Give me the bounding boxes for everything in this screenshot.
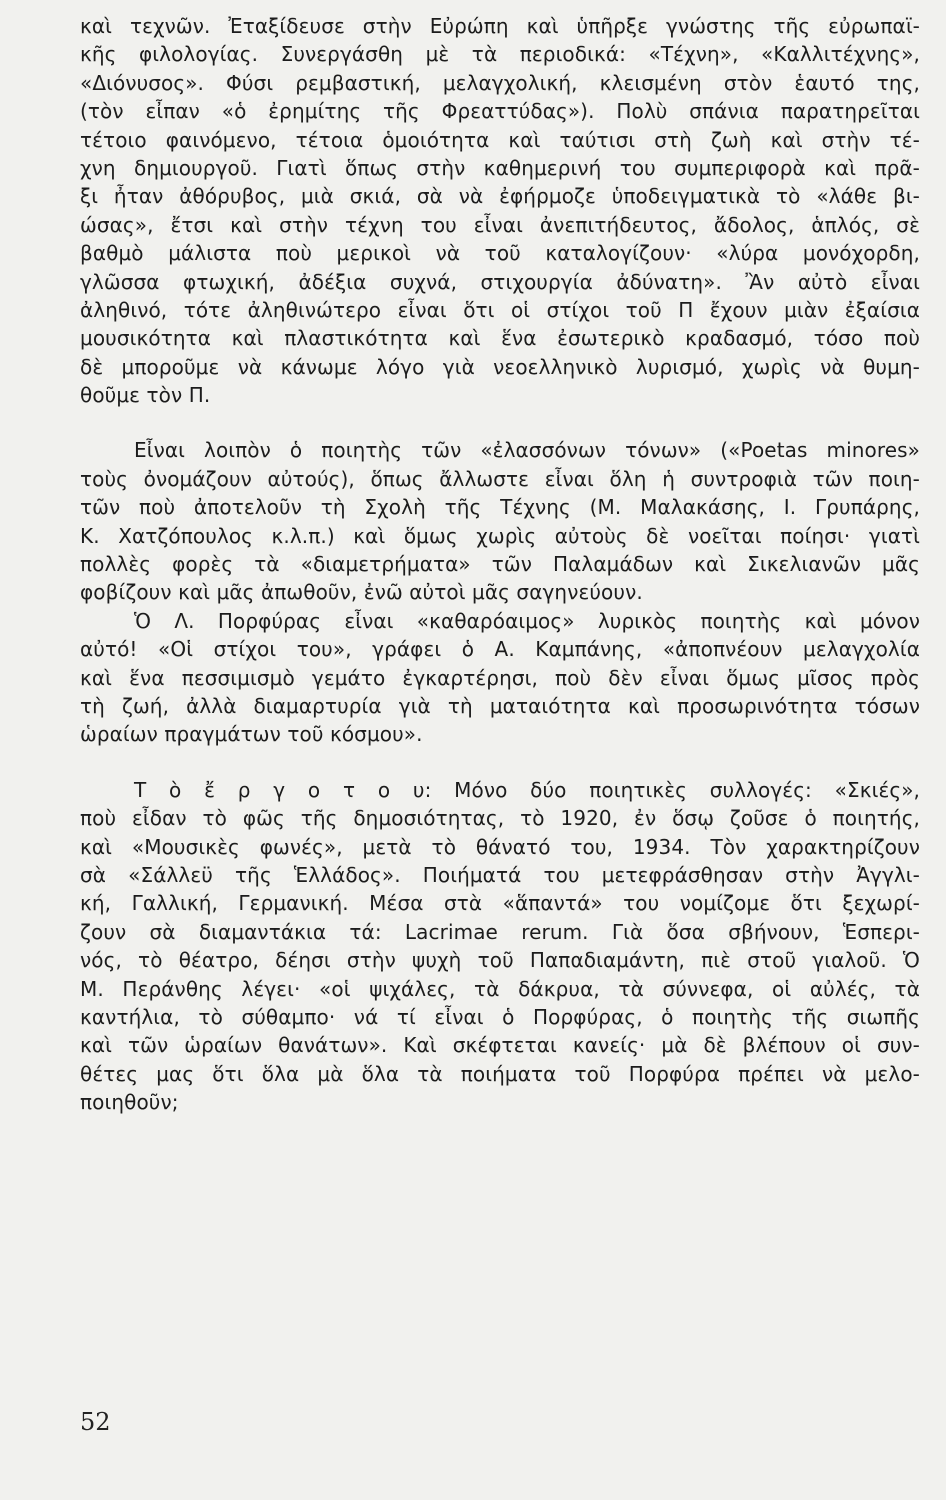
paragraph-gap: [80, 749, 920, 776]
text-line: τὴ ζωή, ἀλλὰ διαμαρτυρία γιὰ τὴ ματαιότητα καὶ προσωρινότητα τόσων: [80, 693, 920, 718]
text-line: θοῦμε τὸν Π.: [80, 383, 211, 408]
text-line: ποὺ εἶδαν τὸ φῶς τῆς δημοσιότητας, τὸ 1920, ἐν ὅσῳ ζοῦσε ὁ ποιητής,: [80, 806, 920, 831]
paragraph-2: [80, 436, 920, 748]
text-line: σὰ «Σάλλεϋ τῆς Ἑλλάδος». Ποιήματά του μετεφράσθησαν στὴν Ἀγγλι-: [80, 862, 920, 887]
text-line: ώσας», ἔτσι καὶ στὴν τέχνη του εἶναι ἀνεπιτήδευτος, ἄδολος, ἁπλός, σὲ: [80, 212, 920, 237]
text-line: ξι ἦταν ἀθόρυβος, μιὰ σκιά, σὰ νὰ ἐφήρμοζε ὑποδειγματικὰ τὸ «λάθε βι-: [80, 184, 920, 209]
text-line: μουσικότητα καὶ πλαστικότητα καὶ ἕνα ἐσωτερικὸ κραδασμό, τόσο ποὺ: [80, 326, 920, 351]
text-line: ὡραίων πραγμάτων τοῦ κόσμου».: [80, 722, 423, 747]
paragraph-gap: [80, 409, 920, 436]
text-line: ἀληθινό, τότε ἀληθινώτερο εἶναι ὅτι οἱ στίχοι τοῦ Π ἔχουν μιὰν ἐξαίσια: [80, 297, 920, 322]
text-line: τέτοιο φαινόμενο, τέτοια ὁμοιότητα καὶ ταύτισι στὴ ζωὴ καὶ στὴν τέ-: [80, 127, 920, 152]
text-line: φοβίζουν καὶ μᾶς ἀπωθοῦν, ἐνῶ αὐτοὶ μᾶς σαγηνεύουν.: [80, 580, 643, 605]
text-line: Τ ὸ ἔ ρ γ ο τ ο υ: Μόνο δύο ποιητικὲς συλλογές: «Σκιές»,: [134, 777, 920, 802]
text-line: καὶ «Μουσικὲς φωνές», μετὰ τὸ θάνατό του, 1934. Τὸν χαρακτηρίζουν: [80, 834, 920, 859]
text-line: τῶν ποὺ ἀποτελοῦν τὴ Σχολὴ τῆς Τέχνης (Μ. Μαλακάσης, Ι. Γρυπάρης,: [80, 495, 920, 520]
text-line: αὐτό! «Οἱ στίχοι του», γράφει ὁ Α. Καμπάνης, «ἀποπνέουν μελαγχολία: [80, 637, 920, 662]
text-line: Εἶναι λοιπὸν ὁ ποιητὴς τῶν «ἐλασσόνων τόνων» («Poetas minores»: [134, 438, 920, 463]
paragraph-1: [80, 12, 920, 409]
text-line: καὶ ἕνα πεσσιμισμὸ γεμάτο ἐγκαρτέρησι, ποὺ δὲν εἶναι ὅμως μῖσος πρὸς: [80, 665, 920, 690]
text-line: κή, Γαλλική, Γερμανική. Μέσα στὰ «ἅπαντά» του νομίζομε ὅτι ξεχωρί-: [80, 891, 920, 916]
text-line: (τὸν εἶπαν «ὁ ἐρημίτης τῆς Φρεαττύδας»). Πολὺ σπάνια παρατηρεῖται: [80, 99, 920, 124]
text-line: «Διόνυσος». Φύσι ρεμβαστική, μελαγχολική, κλεισμένη στὸν ἑαυτό της,: [80, 70, 920, 95]
text-line: χνη δημιουργοῦ. Γιατὶ ὅπως στὴν καθημερινή του συμπεριφορὰ καὶ πρᾶ-: [80, 155, 920, 180]
text-line: βαθμὸ μάλιστα ποὺ μερικοὶ νὰ τοῦ καταλογίζουν· «λύρα μονόχορδη,: [80, 241, 920, 266]
page-number: 52: [80, 1408, 111, 1436]
text-line: ποιηθοῦν;: [80, 1090, 179, 1115]
paragraph-3: [80, 776, 920, 1117]
text-line: νός, τὸ θέατρο, δέησι στὴν ψυχὴ τοῦ Παπαδιαμάντη, πιὲ στοῦ γιαλοῦ. Ὁ: [80, 948, 920, 973]
text-line: ζουν σὰ διαμαντάκια τά: Lacrimae rerum. Γιὰ ὅσα σβήνουν, Ἑσπερι-: [80, 919, 920, 944]
text-line: καὶ τεχνῶν. Ἐταξίδευσε στὴν Εὐρώπη καὶ ὑπῆρξε γνώστης τῆς εὐρωπαϊ-: [80, 14, 920, 38]
text-line: Μ. Περάνθης λέγει· «οἱ ψιχάλες, τὰ δάκρυα, τὰ σύννεφα, οἱ αὐλές, τὰ: [80, 976, 920, 1001]
text-line: κῆς φιλολογίας. Συνεργάσθη μὲ τὰ περιοδικά: «Τέχνη», «Καλλιτέχνης»,: [80, 42, 920, 67]
text-line: καὶ τῶν ὡραίων θανάτων». Καὶ σκέφτεται κανείς· μὰ δὲ βλέπουν οἱ συν-: [80, 1033, 920, 1058]
text-line: τοὺς ὀνομάζουν αὐτούς), ὅπως ἄλλωστε εἶναι ὅλη ἡ συντροφιὰ τῶν ποιη-: [80, 466, 920, 491]
text-line: πολλὲς φορὲς τὰ «διαμετρήματα» τῶν Παλαμάδων καὶ Σικελιανῶν μᾶς: [80, 552, 920, 577]
text-line: γλῶσσα φτωχική, ἀδέξια συχνά, στιχουργία ἀδύνατη». Ἂν αὐτὸ εἶναι: [80, 269, 920, 294]
text-line: θέτες μας ὅτι ὅλα μὰ ὅλα τὰ ποιήματα τοῦ Πορφύρα πρέπει νὰ μελο-: [80, 1061, 920, 1086]
text-line: δὲ μποροῦμε νὰ κάνωμε λόγο γιὰ νεοελληνικὸ λυρισμό, χωρὶς νὰ θυμη-: [80, 354, 920, 379]
text-line: Ὁ Λ. Πορφύρας εἶναι «καθαρόαιμος» λυρικὸς ποιητὴς καὶ μόνον: [134, 608, 920, 633]
text-line: καντήλια, τὸ σύθαμπο· νά τί εἶναι ὁ Πορφύρας, ὁ ποιητὴς τῆς σιωπῆς: [80, 1004, 920, 1029]
body-text: [80, 12, 920, 1116]
text-line: Κ. Χατζόπουλος κ.λ.π.) καὶ ὅμως χωρὶς αὐτοὺς δὲ νοεῖται ποίησι· γιατὶ: [80, 523, 920, 548]
